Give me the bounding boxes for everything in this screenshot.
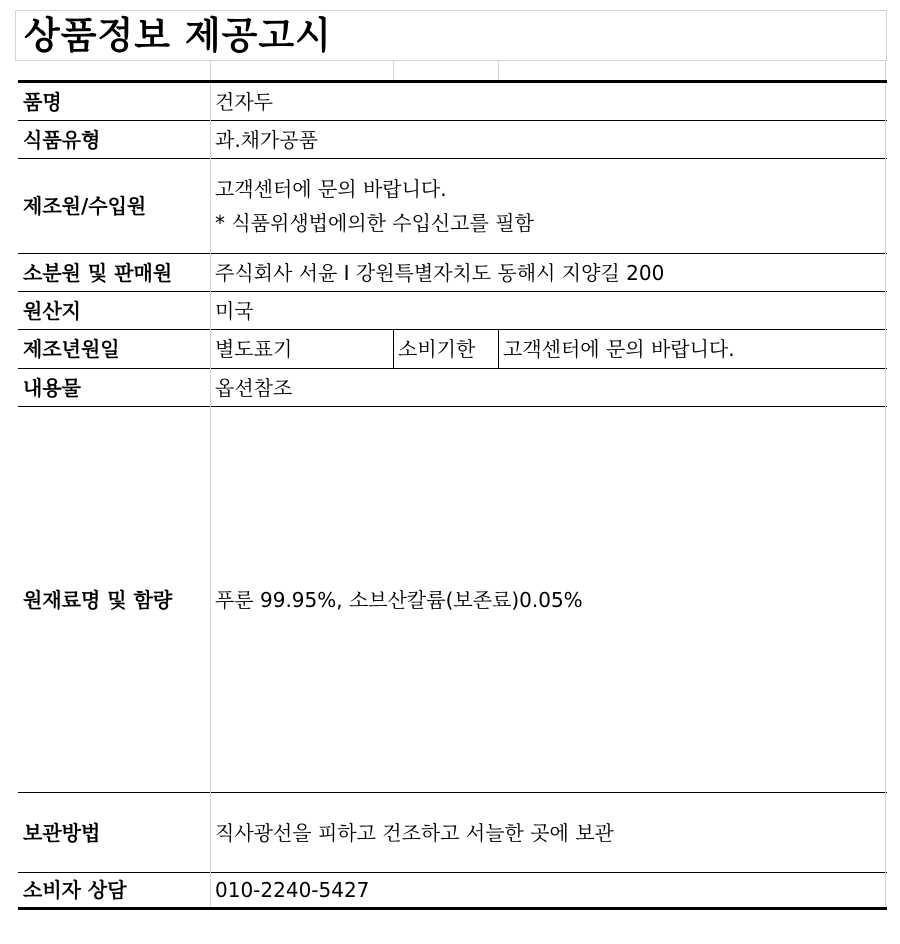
food-type-value: 과.채가공품 bbox=[215, 127, 318, 152]
manufacturer-line-1: 고객센터에 문의 바랍니다. bbox=[215, 177, 447, 201]
spacer-divider bbox=[885, 61, 886, 81]
contents-value: 옵션참조 bbox=[215, 375, 293, 400]
title-cell bbox=[15, 10, 887, 61]
manufacturer-line-2: * 식품위생법에의한 수입신고를 필함 bbox=[215, 211, 534, 235]
label-column-divider bbox=[210, 83, 211, 907]
row-divider bbox=[18, 368, 887, 369]
manufacture-date-label: 제조년원일 bbox=[23, 337, 120, 361]
spacer-divider bbox=[210, 61, 211, 81]
ingredients-value: 푸룬 99.95%, 소브산칼륨(보존료)0.05% bbox=[215, 587, 583, 612]
storage-label: 보관방법 bbox=[23, 820, 101, 845]
expiry-label: 소비기한 bbox=[398, 337, 476, 361]
page-title: 상품정보 제공고시 bbox=[24, 14, 332, 57]
spacer-row bbox=[15, 60, 887, 81]
product-name-label: 품명 bbox=[23, 89, 62, 114]
distributor-label: 소분원 및 판매원 bbox=[23, 260, 173, 285]
food-type-label: 식품유형 bbox=[23, 127, 101, 152]
distributor-value: 주식회사 서윤 I 강원특별자치도 동해시 지양길 200 bbox=[215, 260, 665, 285]
consumer-contact-value: 010-2240-5427 bbox=[215, 878, 370, 902]
expiry-label-divider bbox=[393, 329, 394, 368]
row-divider bbox=[18, 120, 887, 121]
origin-label: 원산지 bbox=[23, 298, 81, 323]
manufacturer-value bbox=[215, 159, 534, 253]
table-bottom-border bbox=[18, 907, 887, 910]
product-name-value: 건자두 bbox=[215, 89, 273, 114]
table-right-border bbox=[885, 83, 886, 907]
expiry-value-divider bbox=[498, 329, 499, 368]
row-divider bbox=[18, 872, 887, 873]
origin-value: 미국 bbox=[215, 298, 254, 323]
contents-label: 내용물 bbox=[23, 375, 81, 400]
product-info-notice-sheet bbox=[15, 10, 887, 910]
manufacturer-label: 제조원/수입원 bbox=[23, 194, 147, 218]
manufacture-date-value: 별도표기 bbox=[215, 337, 293, 361]
spacer-divider bbox=[498, 61, 499, 81]
storage-value: 직사광선을 피하고 건조하고 서늘한 곳에 보관 bbox=[215, 820, 614, 845]
consumer-contact-label: 소비자 상담 bbox=[23, 878, 127, 902]
ingredients-label: 원재료명 및 함량 bbox=[23, 587, 173, 612]
table-top-border bbox=[18, 80, 887, 83]
expiry-value: 고객센터에 문의 바랍니다. bbox=[503, 337, 735, 361]
spacer-divider bbox=[393, 61, 394, 81]
row-divider bbox=[18, 291, 887, 292]
